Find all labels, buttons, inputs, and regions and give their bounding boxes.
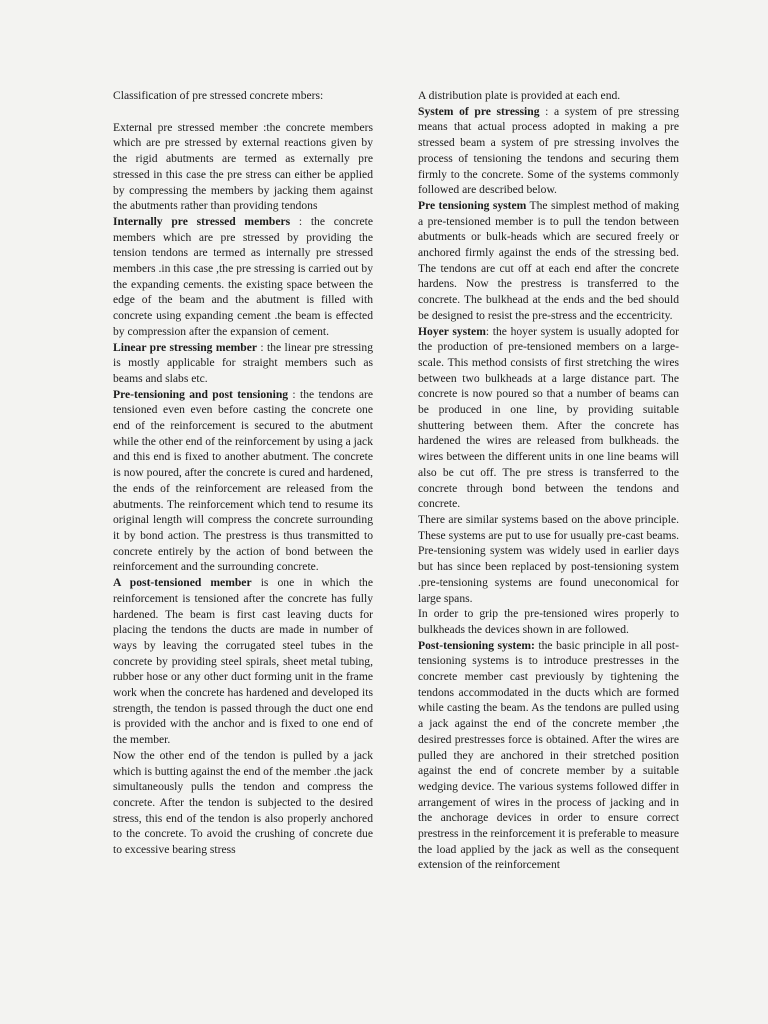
heading-pre-and-post-tensioning: Pre-tensioning and post tensioning — [113, 387, 289, 401]
body-post-tensioned-member: is one in which the reinforcement is tensioned after the concrete has fully hardened. The beam is first cast leaving ducts for placing the tendons the ducts are made in number of ways by leaving the corrugated steel tubes in the concrete by providing steel spirals, sheet metal tubing, rubber hose or any other duct forming unit in the frame work when the concrete has hardened and developed its strength, the tendon is passed through the duct one end is provided with the anchor and is fixed to one end of the member. — [113, 576, 373, 747]
heading-internally-prestressed: Internally pre stressed members — [113, 214, 291, 228]
heading-post-tensioning-system: Post-tensioning system: — [418, 638, 535, 652]
left-column — [113, 88, 373, 858]
document-title: Classification of pre stressed concrete mbers: — [113, 89, 324, 102]
body-pre-and-post-tensioning: : the tendons are tensioned even even before casting the concrete one end of the reinforcement is secured to the abutment while the other end of the reinforcement by using a jack and this end is fixed to another abutment. The concrete is now poured, after the concrete is cured and hardened, the ends of the reinforcement are released from the abutments. The reinforcement which tend to resume its original length will compress the concrete surrounding it by bond action. The prestress is thus transmitted to concrete entirely by the action of bond between the reinforcement and the surrounding concrete. — [113, 387, 374, 574]
paragraph-pre-and-post-tensioning — [113, 387, 373, 575]
right-column — [418, 88, 679, 873]
paragraph-post-tensioned-member — [113, 575, 373, 748]
heading-system-of-prestressing: System of pre stressing — [418, 104, 540, 118]
paragraph-jack-tendon: Now the other end of the tendon is pulled by a jack which is butting against the end of the member .the jack simultaneously pulls the tendon and compress the concrete. After the tendon is subjected to the desired stress, this end of the tendon is also properly anchored to the concrete. To avoid the crushing of concrete due to excessive bearing stress — [113, 748, 373, 857]
heading-post-tensioned-member: A post-tensioned member — [113, 576, 252, 590]
paragraph-pre-tensioning-system — [418, 198, 679, 324]
heading-pre-tensioning-system: Pre tensioning system — [418, 198, 527, 212]
paragraph-system-of-prestressing — [418, 104, 679, 198]
paragraph-grip-wires: In order to grip the pre-tensioned wires properly to bulkheads the devices shown in are followed. — [418, 607, 679, 636]
body-linear-prestressing: : the linear pre stressing is mostly applicable for straight members such as beams and slabs etc. — [113, 340, 374, 385]
heading-linear-prestressing: Linear pre stressing member — [113, 340, 258, 354]
body-system-of-prestressing: : a system of pre stressing means that actual process adopted in making a pre stressed beam a system of pre stressing involves the process of tensioning the tendons and securing them firmly to the concrete. Some of the systems commonly followed are described below. — [418, 104, 679, 197]
paragraph-distribution-plate: A distribution plate is provided at each end. — [418, 89, 621, 102]
paragraph-external-prestressed: External pre stressed member :the concrete members which are pre stressed by external reactions given by the rigid abutments are termed as externally pre stressed in this case the pre stress can either be applied by compressing the members by jacking them against the abutments rather than providing tendons — [113, 120, 373, 213]
body-hoyer-system: : the hoyer system is usually adopted for the production of pre-tensioned members on a large-scale. This method consists of first stretching the wires between two bulkheads at a large distance part. The concrete is now poured so that a number of beams can be produced in one line, by providing suitable shuttering between them. After the concrete has hardened the wires are released from bulkheads. the wires between the different units in one line beams will also be cut off. The pre stress is transferred to the concrete through bond between the tendons and concrete. — [418, 324, 679, 511]
paragraph-post-tensioning-system — [418, 638, 679, 874]
paragraph-similar-systems: There are similar systems based on the above principle. These systems are put to use for usually pre-cast beams. Pre-tensioning system was widely used in earlier days but has since been replaced by post-tensioning system .pre-tensioning systems are found uneconomical for large spans. — [418, 512, 679, 605]
body-internally-prestressed: : the concrete members which are pre stressed by providing the tension tendons are termed as internally pre stressed members .in this case ,the pre stressing is carried out by the expanding cements. the existing space between the edge of the beam and the abutment is filled with concrete using expanding cement .the beam is effected by compression after the expansion of cement. — [113, 214, 374, 338]
paragraph-internally-prestressed — [113, 214, 373, 340]
paragraph-hoyer-system — [418, 324, 679, 512]
body-post-tensioning-system: the basic principle in all post-tensioning systems is to introduce prestresses in the concrete member cast previously by tightening the tendons accommodated in the ducts which are formed while casting the beam. As the tendons are pulled using a jack against the end of the concrete member ,the desired prestresses force is obtained. After the wires are pulled they are anchored in their stretched position against the end of concrete member by a suitable wedging device. The various systems followed differ in arrangement of wires in the process of jacking and in the anchorage devices in order to ensure correct prestress in the reinforcement it is preferable to measure the load applied by the jack as well as the consequent extension of the reinforcement — [418, 638, 679, 872]
paragraph-linear-prestressing — [113, 340, 373, 387]
body-pre-tensioning-system: The simplest method of making a pre-tensioned member is to pull the tendon between abutments or bulk-heads which are secured freely or anchored firmly against the ends of the stressing bed. The tendons are cut off at each end after the concrete hardens. Now the prestress is transferred to the concrete. The bulkhead at the ends and the bed should be designed to resist the pre-stress and the eccentricity. — [418, 198, 679, 322]
heading-hoyer-system: Hoyer system — [418, 324, 486, 338]
